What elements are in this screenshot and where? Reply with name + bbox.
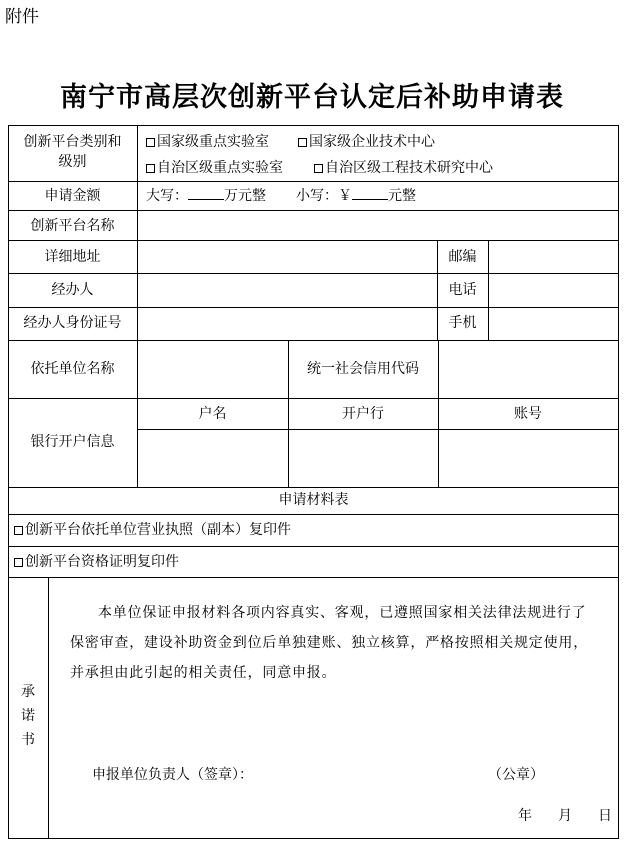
address-field[interactable] xyxy=(138,241,437,273)
materials-heading: 申请材料表 xyxy=(278,492,349,508)
checkbox-icon xyxy=(14,558,23,567)
material-item-license[interactable]: 创新平台依托单位营业执照（副本）复印件 xyxy=(14,522,291,538)
credit-code-label: 统一社会信用代码 xyxy=(307,361,419,377)
phone-label: 电话 xyxy=(448,282,477,298)
mobile-field[interactable] xyxy=(489,308,618,340)
row-line xyxy=(8,577,619,578)
checkbox-icon xyxy=(298,138,307,147)
material-item-qualification[interactable]: 创新平台资格证明复印件 xyxy=(14,554,179,570)
amount-upper-field[interactable] xyxy=(188,199,224,200)
amount-upper: 大写： 万元整 xyxy=(146,188,266,204)
handler-field[interactable] xyxy=(138,274,437,307)
host-unit-label: 依托单位名称 xyxy=(30,361,115,377)
row-line xyxy=(8,487,619,488)
seal-label: （公章） xyxy=(488,767,544,783)
bank-col-account-number: 账号 xyxy=(514,406,542,422)
checkbox-icon xyxy=(146,138,155,147)
bank-col-account-name: 户名 xyxy=(198,406,227,422)
host-unit-field[interactable] xyxy=(138,341,288,398)
col-line xyxy=(48,577,49,838)
pledge-label: 承 诺 书 xyxy=(21,684,35,748)
credit-code-field[interactable] xyxy=(439,341,618,398)
checkbox-icon xyxy=(146,164,155,173)
table-border-right xyxy=(618,125,619,839)
date-month: 月 xyxy=(558,808,572,824)
platform-name-label: 创新平台名称 xyxy=(30,218,115,234)
bank-col-bank-branch: 开户行 xyxy=(342,406,384,422)
bank-account-number-field[interactable] xyxy=(439,430,618,487)
checkbox-icon xyxy=(14,526,23,535)
handler-id-field[interactable] xyxy=(138,308,437,340)
checkbox-icon xyxy=(314,164,323,173)
handler-label: 经办人 xyxy=(51,282,94,298)
mobile-label: 手机 xyxy=(448,315,477,331)
postcode-field[interactable] xyxy=(489,241,618,273)
page-title: 南宁市高层次创新平台认定后补助申请表 xyxy=(60,82,564,113)
option-national-enterprise-tech-center[interactable]: 国家级企业技术中心 xyxy=(298,134,435,150)
handler-id-label: 经办人身份证号 xyxy=(23,315,122,331)
row-line xyxy=(8,514,619,515)
phone-field[interactable] xyxy=(489,274,618,307)
row-line xyxy=(8,546,619,547)
attachment-label: 附件 xyxy=(5,7,39,27)
address-label: 详细地址 xyxy=(44,249,101,265)
platform-type-label-line1: 创新平台类别和 xyxy=(23,134,122,150)
pledge-text: 本单位保证申报材料各项内容真实、客观，已遵照国家相关法律法规进行了保密审查，建设补助资金到位后单独建账、独立核算，严格按照相关规定使用，并承担由此引起的相关责任，同意申报。 xyxy=(70,605,588,681)
signature-label: 申报单位负责人（签章）： xyxy=(92,767,253,783)
row-line xyxy=(8,181,619,182)
option-region-engineering-center[interactable]: 自治区级工程技术研究中心 xyxy=(314,160,493,176)
amount-lower: 小写：￥ 元整 xyxy=(296,188,416,204)
option-national-key-lab[interactable]: 国家级重点实验室 xyxy=(146,134,269,150)
platform-type-label-line2: 级别 xyxy=(58,154,87,170)
postcode-label: 邮编 xyxy=(448,249,477,265)
amount-lower-field[interactable] xyxy=(352,199,388,200)
bank-info-label: 银行开户信息 xyxy=(30,434,115,450)
table-border-top xyxy=(8,125,619,126)
bank-branch-field[interactable] xyxy=(289,430,438,487)
table-border-bottom xyxy=(8,838,619,839)
option-region-key-lab[interactable]: 自治区级重点实验室 xyxy=(146,160,283,176)
bank-account-name-field[interactable] xyxy=(138,430,288,487)
date-year: 年 xyxy=(518,808,532,824)
row-line xyxy=(8,398,619,399)
amount-label: 申请金额 xyxy=(44,188,101,204)
date-day: 日 xyxy=(598,808,612,824)
platform-name-field[interactable] xyxy=(138,211,618,240)
